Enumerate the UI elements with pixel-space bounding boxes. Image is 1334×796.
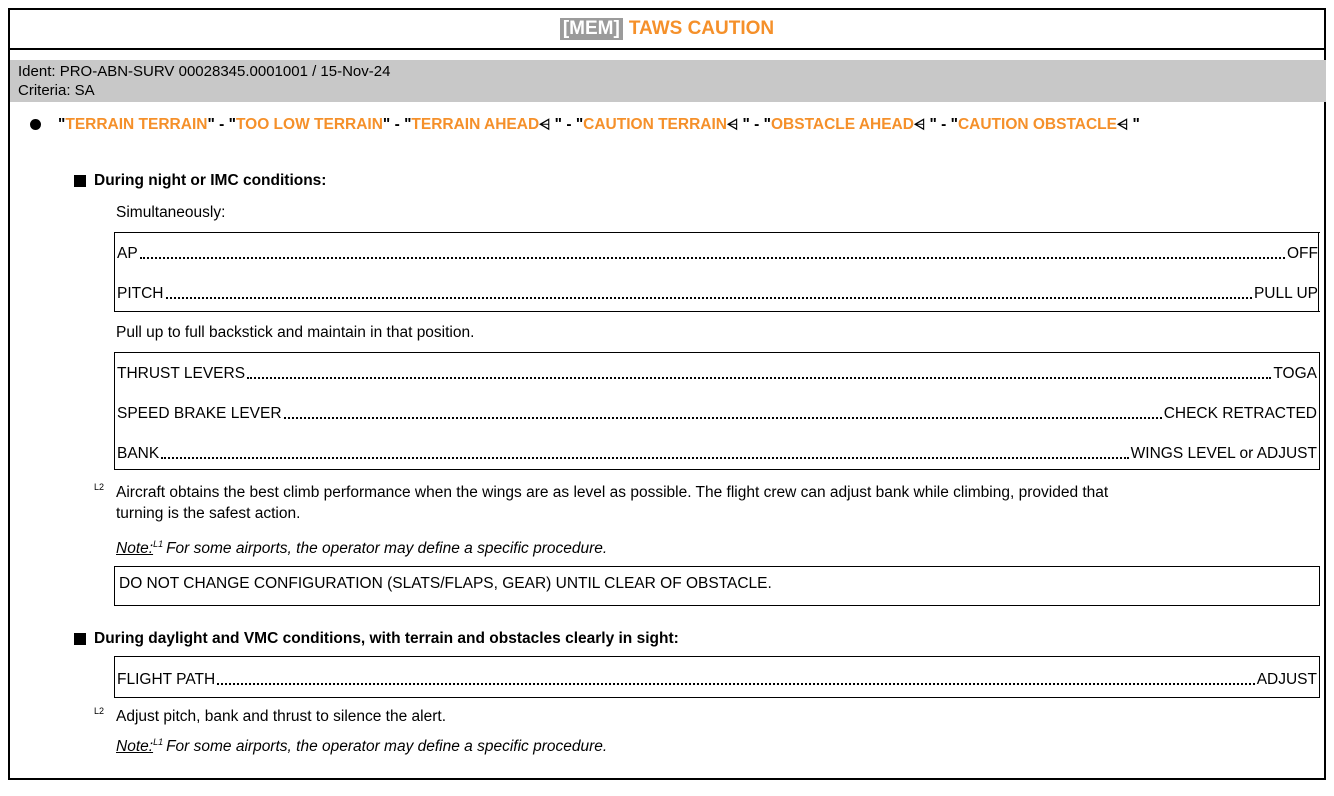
ident-box [10,60,1326,102]
square-bullet-icon [74,175,86,187]
simultaneously-text: Simultaneously: [116,204,226,221]
pull-up-text: Pull up to full backstick and maintain in that position. [116,324,475,341]
leader-dots [247,377,1271,379]
alert-quote: " [58,116,66,133]
leader-dots [166,297,1252,299]
audio-triangle-icon: ⩤ [1116,116,1129,132]
note-label: Note: [116,540,154,558]
note-text: For some airports, the operator may define a specific procedure. [166,540,608,558]
leader-dots [284,417,1162,419]
alert-quote: " [404,116,412,133]
note-text: For some airports, the operator may define a specific procedure. [166,738,608,756]
checklist-row [115,667,1319,689]
alert-quote: " [554,116,563,133]
note-line [116,539,607,558]
alert-name: OBSTACLE AHEAD [771,116,914,133]
alert-separator: - [390,116,405,133]
checklist-value: CHECK RETRACTED [1163,405,1317,422]
alert-separator: - [214,116,229,133]
audio-triangle-icon: ⩤ [726,116,739,132]
alert-name: CAUTION OBSTACLE [957,116,1117,133]
checklist-label: AP [117,245,138,262]
checklist-value: OFF [1287,245,1318,262]
alert-separator: - [936,116,951,133]
note-label: Note: [116,738,154,756]
note-line [116,737,607,756]
checklist-value: TOGA [1273,365,1317,382]
aural-alerts-text [34,114,1314,135]
mem-tag: [MEM] [560,18,623,40]
procedure-page [8,8,1326,780]
alert-quote: " [228,116,236,133]
note-level: L1 [153,539,164,549]
alert-separator: - [562,116,576,133]
level-tag: L2 [94,482,105,492]
checklist-label: PITCH [117,285,164,302]
checklist-row [115,281,1320,303]
checklist-label: BANK [117,445,160,462]
square-bullet-icon [74,633,86,645]
title-bar [10,10,1324,50]
ident-line: Ident: PRO-ABN-SURV 00028345.0001001 / 15-Nov-24 [18,63,391,80]
checklist-label: THRUST LEVERS [117,365,246,382]
audio-triangle-icon: ⩤ [539,116,551,132]
alert-separator: - [749,116,764,133]
alert-quote: " [382,116,391,133]
checklist-row [115,441,1319,463]
aural-alerts [34,114,1314,135]
audio-triangle-icon: ⩤ [913,116,926,132]
alert-name: TERRAIN TERRAIN [65,116,208,133]
alert-quote: " [742,116,750,133]
adjust-text: Adjust pitch, bank and thrust to silence the alert. [116,708,446,725]
checklist-value: PULL UP [1253,285,1318,302]
leader-dots [161,457,1128,459]
bullet-icon [30,119,41,130]
checklist-label: SPEED BRAKE LEVER [117,405,282,422]
checklist-value: ADJUST [1256,671,1317,688]
checklist-group-1 [114,232,1320,312]
alert-quote: " [763,116,771,133]
checklist-value: WINGS LEVEL or ADJUST [1130,445,1317,462]
alert-quote: " [929,116,937,133]
alert-quote: " [950,116,958,133]
alert-name: TERRAIN AHEAD [411,116,540,133]
checklist-row [115,361,1319,383]
alert-quote: " [575,116,584,133]
level-tag: L2 [94,706,105,716]
checklist-group-2 [114,352,1320,470]
caution-box: DO NOT CHANGE CONFIGURATION (SLATS/FLAPS, GEAR) UNTIL CLEAR OF OBSTACLE. [114,566,1320,606]
checklist-row [115,241,1320,263]
night-section-heading: During night or IMC conditions: [74,172,326,190]
day-section-heading: During daylight and VMC conditions, with terrain and obstacles clearly in sight: [74,630,679,648]
alert-name: TOO LOW TERRAIN [235,116,383,133]
leader-dots [140,257,1285,259]
alert-name: CAUTION TERRAIN [583,116,727,133]
criteria-line: Criteria: SA [18,82,95,99]
leader-dots [217,683,1255,685]
checklist-label: FLIGHT PATH [117,671,216,688]
checklist-group-3 [114,656,1320,698]
alert-quote: " [207,116,215,133]
checklist-row [115,401,1319,423]
alert-quote: " [1132,116,1140,133]
checklist-right-rule [1318,232,1319,312]
note-level: L1 [153,737,164,747]
page-title: TAWS CAUTION [628,18,775,39]
bank-explanation: Aircraft obtains the best climb performance when the wings are as level as possible. The flight crew can adjust bank while climbing, provided that turning is the safest action. [116,484,1109,522]
